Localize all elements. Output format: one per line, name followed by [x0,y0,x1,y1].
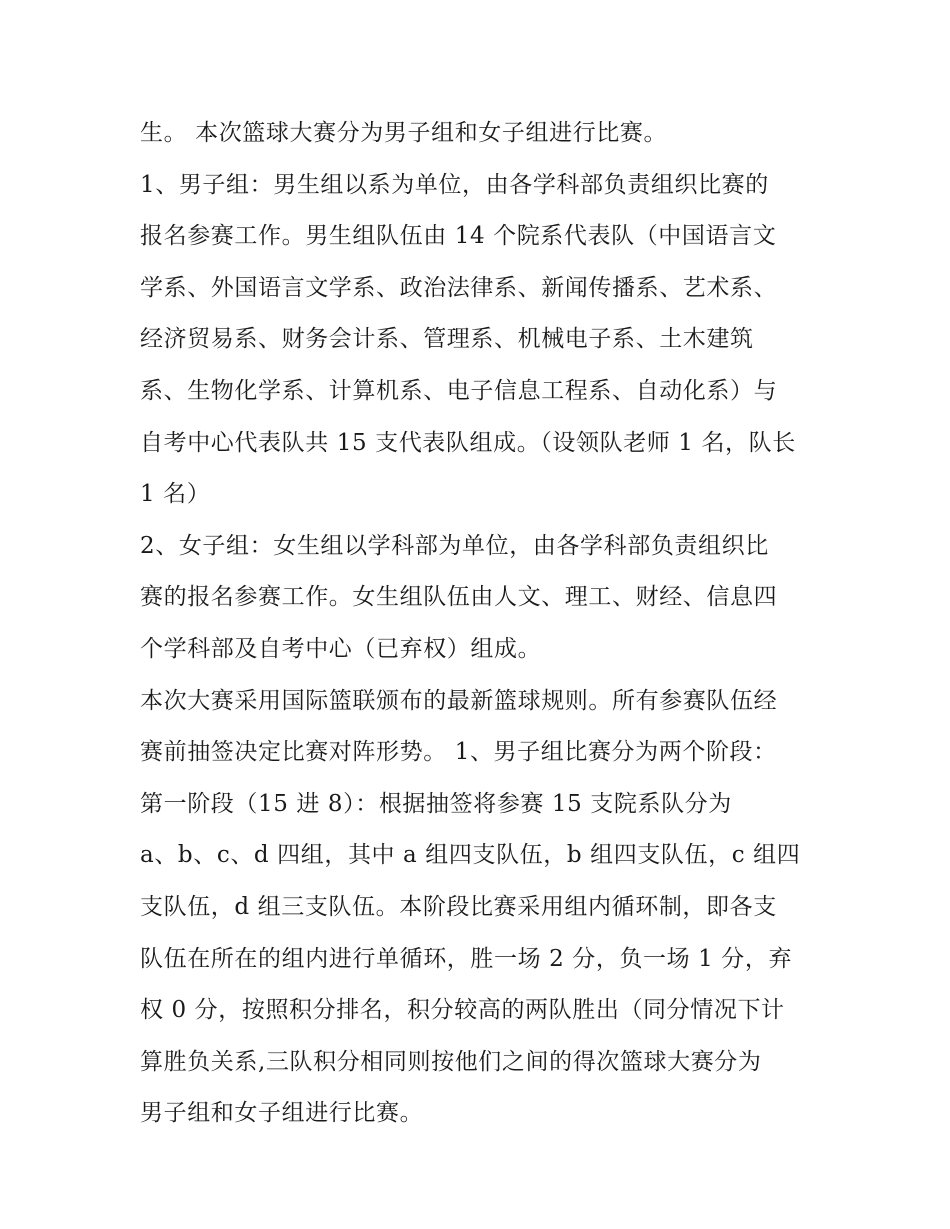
text-line: 1 名） [140,481,211,508]
text-line: 队伍在所在的组内进行单循环，胜一场 2 分，负一场 1 分，弃 [140,945,793,972]
text-line: 算胜负关系,三队积分相同则按他们之间的得次篮球大赛分为 [140,1048,762,1075]
text-line: a、b、c、d 四组，其中 a 组四支队伍，b 组四支队伍，c 组四 [140,842,801,869]
text-line: 2、女子组：女生组以学科部为单位，由各学科部负责组织比 [140,532,769,559]
document-body [140,108,815,1140]
text-line: 男子组和女子组进行比赛。 [140,1100,424,1127]
text-line: 本次大赛采用国际篮联颁布的最新篮球规则。所有参赛队伍经 [140,687,778,714]
text-line: 学系、外国语言文学系、政治法律系、新闻传播系、艺术系、 [140,274,778,301]
text-line: 自考中心代表队共 15 支代表队组成。（设领队老师 1 名，队长 [140,429,796,456]
text-line: 权 0 分，按照积分排名，积分较高的两队胜出（同分情况下计 [140,997,785,1024]
text-line: 赛的报名参赛工作。女生组队伍由人文、理工、财经、信息四 [140,584,778,611]
text-line: 报名参赛工作。男生组队伍由 14 个院系代表队（中国语言文 [140,223,777,250]
text-line: 生。 本次篮球大赛分为男子组和女子组进行比赛。 [140,120,668,146]
text-line: 经济贸易系、财务会计系、管理系、机械电子系、土木建筑 [140,326,754,353]
text-line: 个学科部及自考中心（已弃权）组成。 [140,635,542,662]
text-line: 支队伍，d 组三支队伍。本阶段比赛采用组内循环制，即各支 [140,893,777,920]
text-line: 第一阶段（15 进 8）：根据抽签将参赛 15 支院系队分为 [140,790,732,817]
text-line: 1、男子组：男生组以系为单位，由各学科部负责组织比赛的 [140,171,769,198]
text-line: 赛前抽签决定比赛对阵形势。 1、男子组比赛分为两个阶段： [140,739,777,766]
text-line: 系、生物化学系、计算机系、电子信息工程系、自动化系）与 [140,377,778,404]
